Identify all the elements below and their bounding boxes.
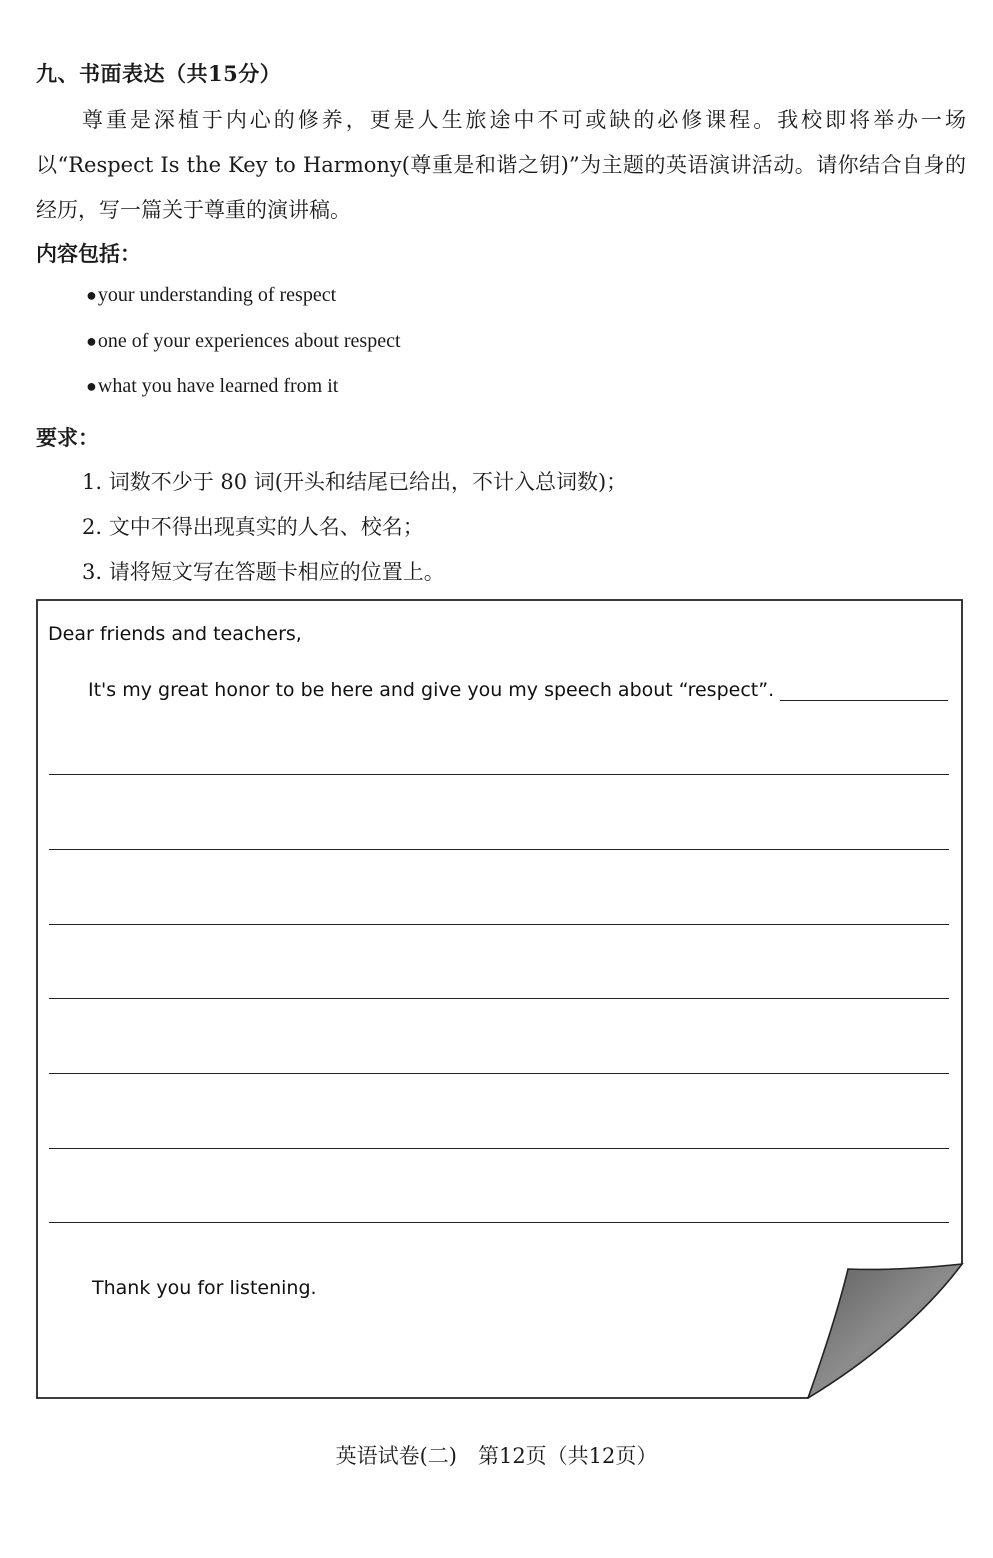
section-title: 九、书面表达（共15分） xyxy=(36,61,282,86)
answer-line[interactable] xyxy=(49,998,949,999)
content-heading: 内容包括： xyxy=(36,241,141,266)
answer-line-short[interactable] xyxy=(780,700,948,701)
answer-line[interactable] xyxy=(49,1222,949,1223)
content-item xyxy=(86,375,338,398)
letter-greeting: Dear friends and teachers, xyxy=(48,623,302,645)
content-item-text: your understanding of respect xyxy=(97,284,337,306)
letter-closing: Thank you for listening. xyxy=(92,1277,317,1299)
answer-line[interactable] xyxy=(49,1148,949,1149)
task-intro: 尊重是深植于内心的修养，更是人生旅途中不可或缺的必修课程。我校即将举办一场以“Respect Is the Key to Harmony(尊重是和谐之钥)”为主题的英语演讲活动。请你结合自身的经历，写一篇关于尊重的演讲稿。 xyxy=(36,108,966,222)
bullet-icon: ● xyxy=(86,331,97,351)
page-footer: 英语试卷(二) 第12页（共12页） xyxy=(335,1444,658,1468)
answer-box xyxy=(36,599,964,1399)
requirement-item: 1. 词数不少于 80 词(开头和结尾已给出，不计入总词数)； xyxy=(82,470,628,494)
answer-line[interactable] xyxy=(49,1073,949,1074)
content-item-text: one of your experiences about respect xyxy=(97,330,401,352)
requirement-item: 3. 请将短文写在答题卡相应的位置上。 xyxy=(82,560,445,584)
content-item xyxy=(86,284,336,307)
answer-line[interactable] xyxy=(49,924,949,925)
bullet-icon: ● xyxy=(86,285,97,305)
requirement-item: 2. 文中不得出现真实的人名、校名； xyxy=(82,515,424,539)
answer-line[interactable] xyxy=(49,774,949,775)
content-item xyxy=(86,330,401,353)
bullet-icon: ● xyxy=(86,376,97,396)
letter-opening: It's my great honor to be here and give you my speech about “respect”. xyxy=(88,679,775,701)
content-item-text: what you have learned from it xyxy=(97,375,339,397)
answer-line[interactable] xyxy=(49,849,949,850)
requirements-heading: 要求： xyxy=(36,425,99,450)
